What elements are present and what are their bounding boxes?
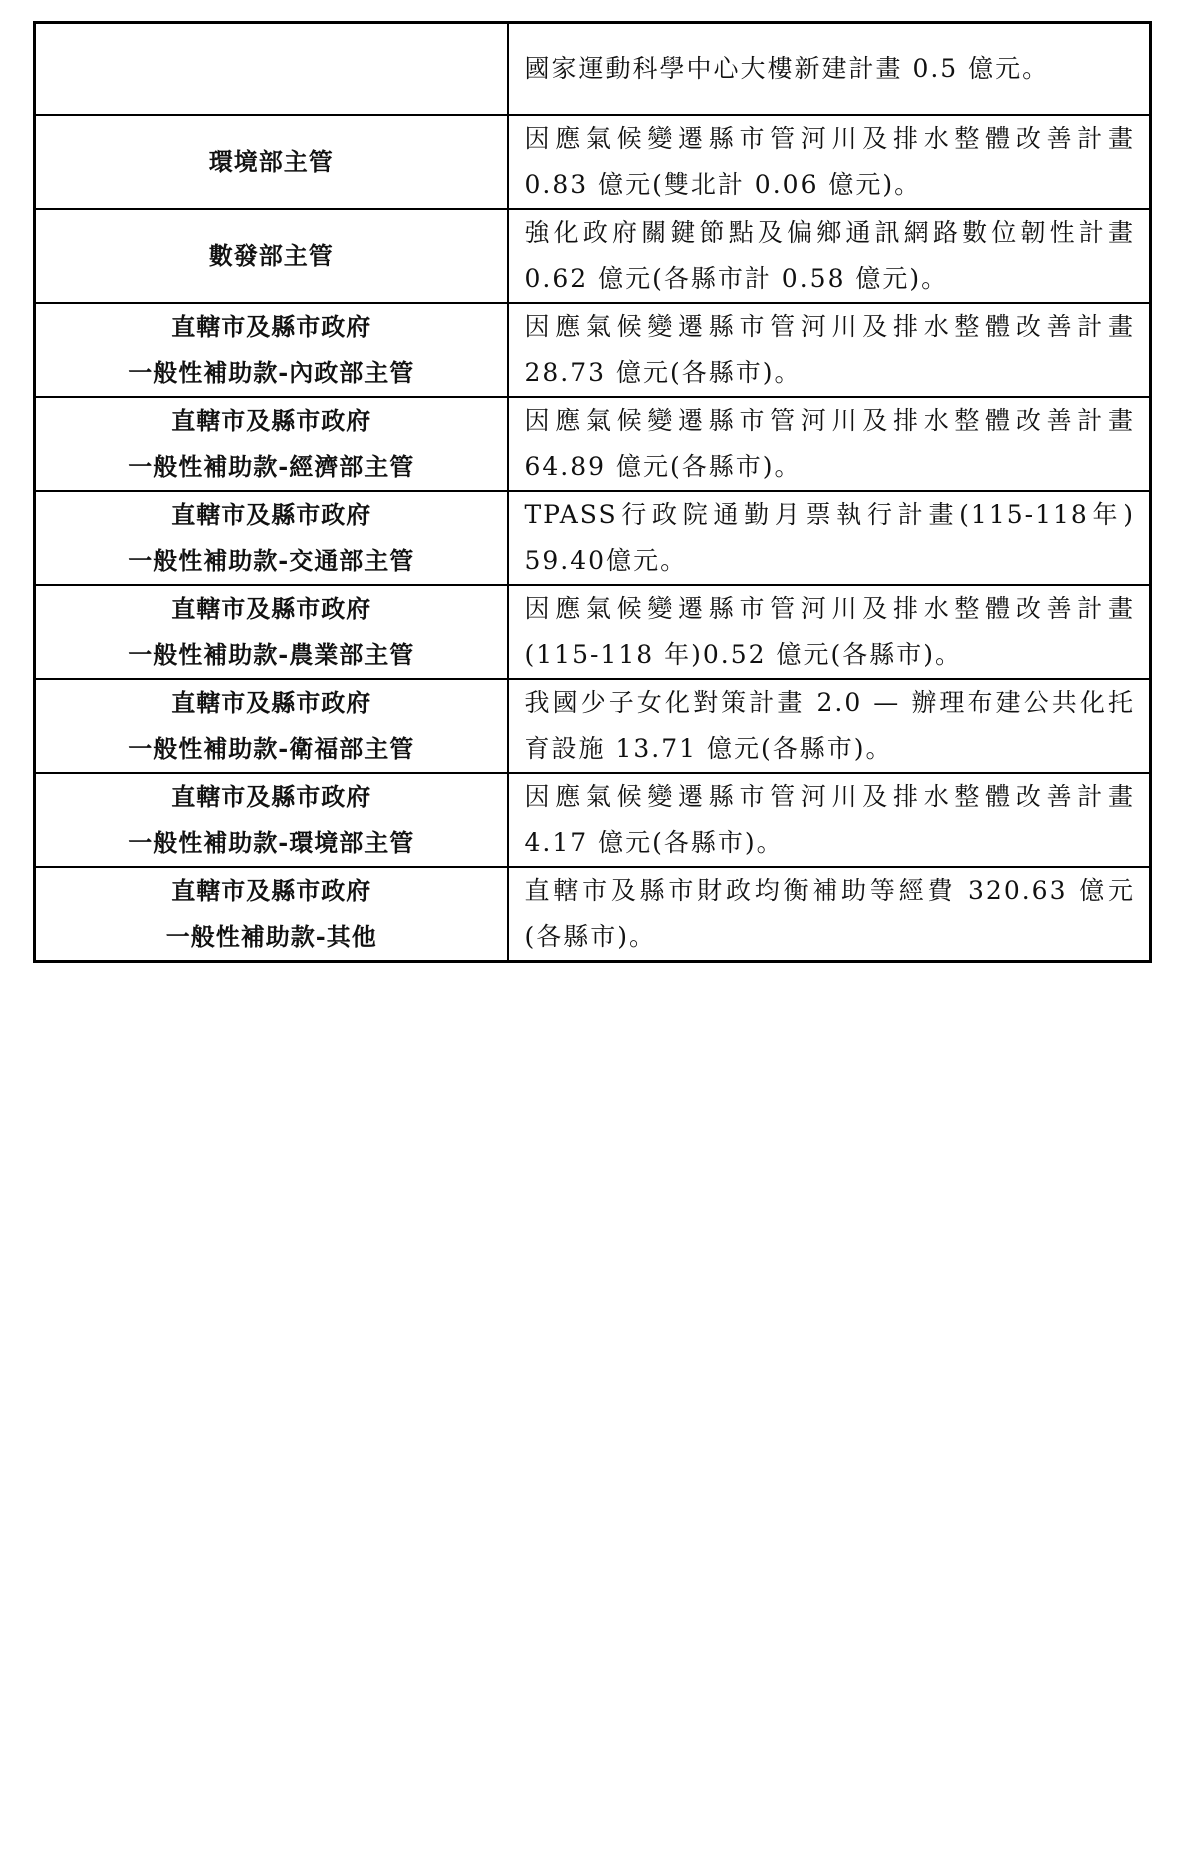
department-line-2: 一般性補助款-其他 xyxy=(165,921,377,951)
table-row xyxy=(35,209,1151,303)
plan-description-cell: 我國少子女化對策計畫 2.0 — 辦理布建公共化托育設施 13.71 億元(各縣市)。 xyxy=(508,679,1151,773)
department-line-1: 直轄市及縣市政府 xyxy=(171,593,372,623)
table-row xyxy=(35,773,1151,867)
budget-table xyxy=(33,21,1152,963)
department-cell xyxy=(35,23,508,115)
department-line-1: 直轄市及縣市政府 xyxy=(171,687,372,717)
plan-description-cell: 國家運動科學中心大樓新建計畫 0.5 億元。 xyxy=(508,23,1151,115)
department-cell xyxy=(35,491,508,585)
department-cell xyxy=(35,585,508,679)
plan-description-cell: 因應氣候變遷縣市管河川及排水整體改善計畫 0.83 億元(雙北計 0.06 億元)。 xyxy=(508,115,1151,209)
table-row xyxy=(35,397,1151,491)
plan-description-cell: 因應氣候變遷縣市管河川及排水整體改善計畫 (115-118 年)0.52 億元(各縣市)。 xyxy=(508,585,1151,679)
department-line-1: 數發部主管 xyxy=(208,240,334,270)
department-line-2: 一般性補助款-農業部主管 xyxy=(128,639,415,669)
department-line-2: 一般性補助款-環境部主管 xyxy=(128,827,415,857)
department-line-1: 直轄市及縣市政府 xyxy=(171,311,372,341)
department-cell xyxy=(35,679,508,773)
table-row xyxy=(35,867,1151,962)
table-row xyxy=(35,115,1151,209)
department-line-2: 一般性補助款-衛福部主管 xyxy=(128,733,415,763)
plan-description-cell: TPASS行政院通勤月票執行計畫(115-118年) 59.40億元。 xyxy=(508,491,1151,585)
plan-description-cell: 因應氣候變遷縣市管河川及排水整體改善計畫 4.17 億元(各縣市)。 xyxy=(508,773,1151,867)
department-line-1: 直轄市及縣市政府 xyxy=(171,781,372,811)
plan-description-cell: 直轄市及縣市財政均衡補助等經費 320.63 億元 (各縣市)。 xyxy=(508,867,1151,962)
table-row xyxy=(35,585,1151,679)
department-line-1: 直轄市及縣市政府 xyxy=(171,405,372,435)
department-line-1: 直轄市及縣市政府 xyxy=(171,499,372,529)
department-line-1: 環境部主管 xyxy=(208,146,334,176)
department-line-2: 一般性補助款-經濟部主管 xyxy=(128,451,415,481)
table-row xyxy=(35,679,1151,773)
department-cell xyxy=(35,115,508,209)
table-row xyxy=(35,491,1151,585)
department-cell xyxy=(35,773,508,867)
department-cell xyxy=(35,867,508,962)
plan-description-cell: 因應氣候變遷縣市管河川及排水整體改善計畫 64.89 億元(各縣市)。 xyxy=(508,397,1151,491)
department-line-2: 一般性補助款-內政部主管 xyxy=(128,357,415,387)
plan-description-cell: 因應氣候變遷縣市管河川及排水整體改善計畫 28.73 億元(各縣市)。 xyxy=(508,303,1151,397)
department-line-2: 一般性補助款-交通部主管 xyxy=(128,545,415,575)
department-line-1: 直轄市及縣市政府 xyxy=(171,875,372,905)
department-cell xyxy=(35,397,508,491)
department-cell xyxy=(35,303,508,397)
department-cell xyxy=(35,209,508,303)
table-row xyxy=(35,303,1151,397)
plan-description-cell: 強化政府關鍵節點及偏鄉通訊網路數位韌性計畫 0.62 億元(各縣市計 0.58 億元)。 xyxy=(508,209,1151,303)
table-row xyxy=(35,23,1151,115)
